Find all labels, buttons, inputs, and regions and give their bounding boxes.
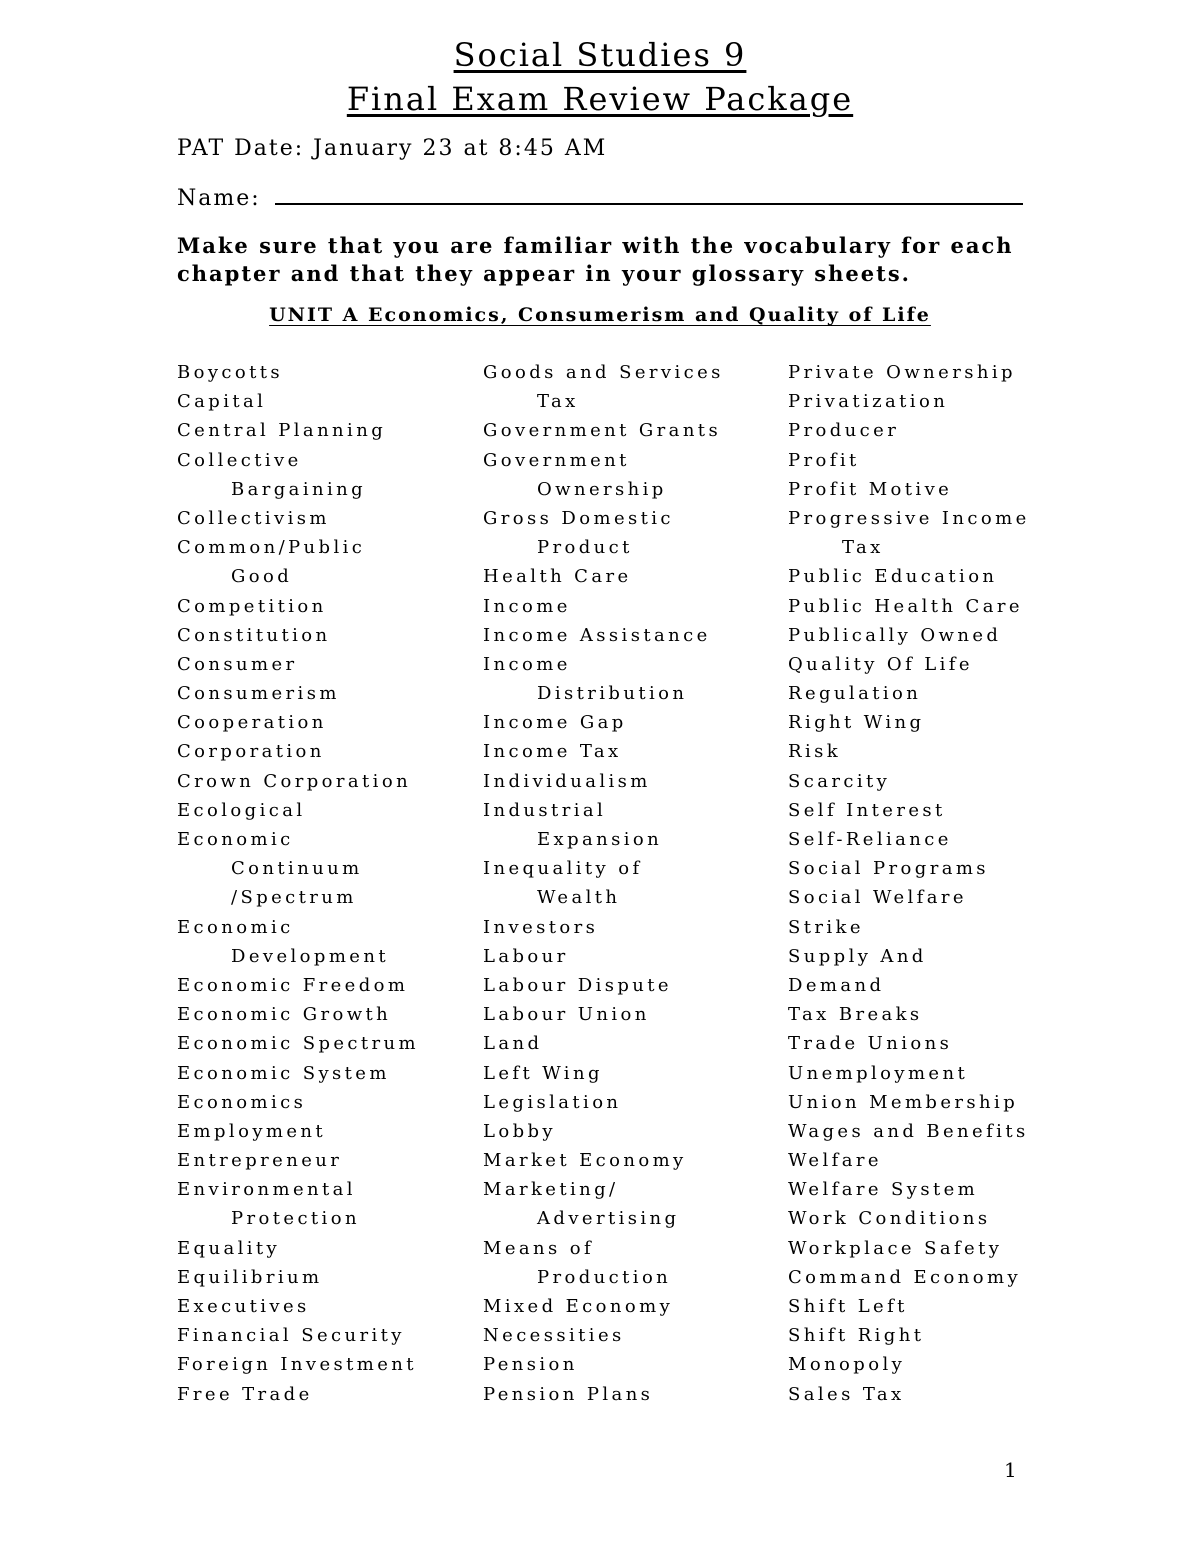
vocab-term: Distribution xyxy=(537,683,688,705)
vocab-term: Competition xyxy=(177,595,327,617)
vocab-term: Labour Union xyxy=(483,1004,650,1026)
vocab-term: Industrial xyxy=(483,799,607,821)
vocab-term: Tax xyxy=(842,537,884,559)
vocab-term: Private Ownership xyxy=(788,362,1016,383)
vocab-term: Production xyxy=(537,1266,672,1288)
vocab-term: Quality Of Life xyxy=(788,653,973,675)
vocab-term: Sales Tax xyxy=(788,1383,905,1405)
vocab-term: Consumer xyxy=(177,653,298,675)
vocab-term: Wealth xyxy=(537,887,621,909)
name-label: Name: xyxy=(177,186,261,211)
vocab-term: /Spectrum xyxy=(231,887,357,909)
name-blank-line xyxy=(275,203,1023,205)
vocab-term: Lobby xyxy=(483,1120,557,1142)
vocab-term: Economic System xyxy=(177,1062,390,1084)
vocab-term: Wages and Benefits xyxy=(788,1120,1029,1142)
vocab-term: Ecological xyxy=(177,799,306,821)
vocab-term: Income Tax xyxy=(483,741,622,763)
vocab-term: Economics xyxy=(177,1091,307,1113)
vocab-term: Supply And xyxy=(788,945,927,967)
page-number: 1 xyxy=(1004,1458,1017,1482)
vocab-column-2 xyxy=(483,358,724,1409)
vocab-term: Unemployment xyxy=(788,1062,969,1084)
vocab-term: Crown Corporation xyxy=(177,770,412,792)
vocab-term: Ownership xyxy=(537,478,667,500)
vocab-term: Free Trade xyxy=(177,1383,313,1405)
vocab-term: Employment xyxy=(177,1120,327,1142)
vocab-term: Foreign Investment xyxy=(177,1354,417,1376)
vocab-term: Self Interest xyxy=(788,799,946,821)
vocab-term: Risk xyxy=(788,741,842,763)
vocab-term: Publically Owned xyxy=(788,624,1002,646)
vocab-term: Bargaining xyxy=(231,478,367,500)
vocab-term: Producer xyxy=(788,420,900,442)
vocab-column-3 xyxy=(788,358,1030,1409)
vocab-term: Good xyxy=(231,566,293,588)
vocab-term: Cooperation xyxy=(177,712,327,734)
vocab-term: Tax xyxy=(537,391,579,413)
vocab-term: Means of xyxy=(483,1237,595,1259)
vocab-term: Labour Dispute xyxy=(483,974,672,996)
vocab-term: Financial Security xyxy=(177,1325,405,1347)
title-line-1: Social Studies 9 xyxy=(453,36,747,74)
vocab-term: Collective xyxy=(177,449,302,471)
vocab-term: Economic Growth xyxy=(177,1004,392,1026)
vocab-term: Trade Unions xyxy=(788,1033,953,1055)
vocab-term: Advertising xyxy=(537,1208,680,1230)
vocab-term: Entrepreneur xyxy=(177,1150,343,1172)
vocab-term: Economic Spectrum xyxy=(177,1033,420,1055)
vocab-term: Left Wing xyxy=(483,1062,603,1084)
title-line-2: Final Exam Review Package xyxy=(346,80,854,118)
vocab-term: Public Health Care xyxy=(788,595,1023,617)
vocab-term: Income Assistance xyxy=(483,624,711,646)
vocab-term: Labour xyxy=(483,945,569,967)
vocab-term: Privatization xyxy=(788,391,949,413)
vocab-term: Command Economy xyxy=(788,1266,1022,1288)
vocab-term: Work Conditions xyxy=(788,1208,991,1230)
vocab-term: Social Programs xyxy=(788,858,989,880)
vocab-term: Self-Reliance xyxy=(788,829,952,850)
vocab-term: Goods and Services xyxy=(483,362,724,383)
vocab-term: Welfare xyxy=(788,1150,882,1172)
vocab-term: Corporation xyxy=(177,741,325,763)
vocab-term: Legislation xyxy=(483,1091,622,1113)
vocab-term: Government Grants xyxy=(483,420,722,442)
vocab-term: Continuum xyxy=(231,858,363,880)
instructions: Make sure that you are familiar with the vocabulary for each chapter and that they appear in your glossary sheets. xyxy=(177,233,1014,286)
name-field xyxy=(177,186,1023,211)
vocab-term: Product xyxy=(537,537,633,559)
vocab-term: Equilibrium xyxy=(177,1266,323,1288)
vocab-term: Necessities xyxy=(483,1325,625,1347)
vocab-term: Shift Right xyxy=(788,1325,925,1347)
vocab-term: Profit Motive xyxy=(788,478,953,500)
vocab-term: Expansion xyxy=(537,829,663,850)
vocab-term: Pension Plans xyxy=(483,1383,654,1405)
vocab-term: Marketing/ xyxy=(483,1179,619,1201)
vocab-term: Public Education xyxy=(788,566,998,588)
vocab-column-1 xyxy=(177,358,419,1409)
vocab-term: Inequality of xyxy=(483,858,643,880)
vocab-term: Central Planning xyxy=(177,420,387,442)
vocab-term: Gross Domestic xyxy=(483,507,674,529)
vocab-term: Collectivism xyxy=(177,507,330,529)
vocab-term: Tax Breaks xyxy=(788,1004,923,1026)
vocab-term: Economic xyxy=(177,829,294,850)
vocab-term: Market Economy xyxy=(483,1150,687,1172)
vocab-term: Common/Public xyxy=(177,537,366,559)
vocab-term: Government xyxy=(483,449,630,471)
vocab-term: Income xyxy=(483,653,571,675)
vocab-term: Individualism xyxy=(483,770,651,792)
vocab-term: Income xyxy=(483,595,571,617)
vocab-term: Demand xyxy=(788,974,885,996)
vocab-term: Capital xyxy=(177,391,267,413)
vocab-term: Profit xyxy=(788,449,860,471)
vocab-term: Environmental xyxy=(177,1179,356,1201)
vocab-term: Pension xyxy=(483,1354,578,1376)
vocab-term: Consumerism xyxy=(177,683,340,705)
vocab-term: Monopoly xyxy=(788,1354,906,1376)
vocab-term: Economic Freedom xyxy=(177,974,409,996)
vocab-term: Right Wing xyxy=(788,712,925,734)
vocab-term: Health Care xyxy=(483,566,632,588)
vocab-term: Executives xyxy=(177,1296,310,1317)
vocab-term: Investors xyxy=(483,916,599,938)
vocab-term: Progressive Income xyxy=(788,507,1030,529)
unit-heading: UNIT A Economics, Consumerism and Quality of Life xyxy=(269,304,931,326)
vocab-term: Economic xyxy=(177,916,294,938)
vocab-term: Social Welfare xyxy=(788,887,967,909)
vocab-term: Strike xyxy=(788,916,864,938)
vocab-term: Income Gap xyxy=(483,712,627,734)
vocab-term: Land xyxy=(483,1033,543,1055)
vocab-term: Equality xyxy=(177,1237,281,1259)
vocab-term: Union Membership xyxy=(788,1091,1019,1113)
vocab-term: Welfare System xyxy=(788,1179,979,1201)
vocab-term: Regulation xyxy=(788,683,922,705)
vocab-term: Protection xyxy=(231,1208,360,1230)
vocab-term: Shift Left xyxy=(788,1296,908,1317)
vocab-term: Constitution xyxy=(177,624,331,646)
vocab-term: Mixed Economy xyxy=(483,1296,674,1317)
vocab-term: Scarcity xyxy=(788,770,891,792)
vocab-term: Development xyxy=(231,945,389,967)
vocab-term: Boycotts xyxy=(177,362,284,383)
vocab-term: Workplace Safety xyxy=(788,1237,1003,1259)
pat-date: PAT Date: January 23 at 8:45 AM xyxy=(177,136,608,161)
